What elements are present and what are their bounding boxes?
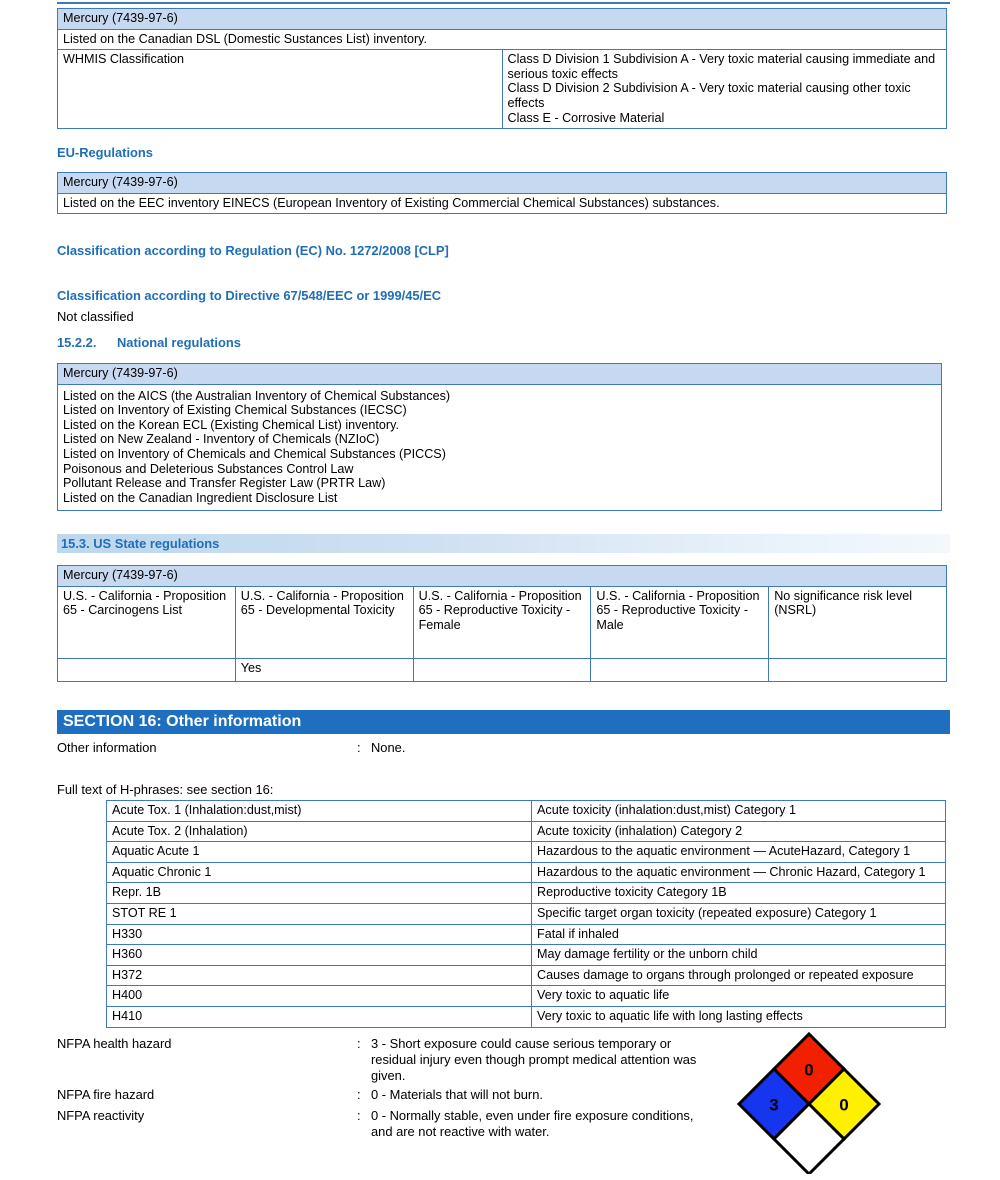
national-regulations-list xyxy=(58,384,942,511)
prop65-value xyxy=(591,658,769,681)
prop65-column-header: No significance risk level (NSRL) xyxy=(769,586,947,658)
prop65-value xyxy=(769,658,947,681)
prop65-value xyxy=(58,658,236,681)
whmis-value: Class D Division 1 Subdivision A - Very toxic material causing immediate and serious toxic effects xyxy=(507,52,936,81)
hphrase-text: Acute toxicity (inhalation:dust,mist) Category 1 xyxy=(532,801,946,822)
table-row xyxy=(58,50,947,129)
directive-classification-value: Not classified xyxy=(57,309,134,324)
prop65-column-header: U.S. - California - Proposition 65 - Carcinogens List xyxy=(58,586,236,658)
prop65-column-header: U.S. - California - Proposition 65 - Reproductive Toxicity - Female xyxy=(413,586,591,658)
prop65-column-header: U.S. - California - Proposition 65 - Developmental Toxicity xyxy=(235,586,413,658)
table-row xyxy=(107,945,946,966)
list-item: Listed on New Zealand - Inventory of Chemicals (NZIoC) xyxy=(63,432,380,447)
us-state-regulations-table xyxy=(57,565,947,682)
hphrase-code: Repr. 1B xyxy=(107,883,532,904)
hphrase-text: Very toxic to aquatic life xyxy=(532,986,946,1007)
table-row xyxy=(58,173,947,194)
nfpa-reactivity-value: 0 - Normally stable, even under fire exposure conditions, and are not reactive with water. xyxy=(371,1108,694,1140)
hphrase-text: Hazardous to the aquatic environment — AcuteHazard, Category 1 xyxy=(532,842,946,863)
list-item: Listed on Inventory of Existing Chemical Substances (IECSC) xyxy=(63,403,407,418)
whmis-value: Class E - Corrosive Material xyxy=(507,110,665,125)
hphrase-code: H330 xyxy=(107,924,532,945)
prop65-column-header: U.S. - California - Proposition 65 - Reproductive Toxicity - Male xyxy=(591,586,769,658)
nfpa-fire-rating: 0 xyxy=(804,1060,814,1080)
table-row xyxy=(58,9,947,30)
other-information-colon: : xyxy=(357,740,361,755)
hphrases-table xyxy=(106,800,946,1028)
hphrase-code: STOT RE 1 xyxy=(107,903,532,924)
nfpa-diamond xyxy=(737,1030,881,1174)
table-row xyxy=(107,1006,946,1027)
nfpa-health-hazard-value: 3 - Short exposure could cause serious temporary or residual injury even though prompt medical attention was given. xyxy=(371,1036,697,1084)
hphrase-text: Causes damage to organs through prolonged or repeated exposure xyxy=(532,965,946,986)
nfpa-reactivity-rating: 0 xyxy=(839,1095,849,1115)
table-row xyxy=(107,965,946,986)
list-item: Listed on the Korean ECL (Existing Chemical List) inventory. xyxy=(63,417,399,432)
table-row xyxy=(58,384,942,511)
hphrase-code: Acute Tox. 2 (Inhalation) xyxy=(107,821,532,842)
substance-header-canada: Mercury (7439-97-6) xyxy=(58,9,947,30)
table-row xyxy=(107,801,946,822)
hphrase-code: H360 xyxy=(107,945,532,966)
hphrase-code: Aquatic Chronic 1 xyxy=(107,862,532,883)
directive-classification-heading: Classification according to Directive 67/548/EEC or 1999/45/EC xyxy=(57,288,442,303)
hphrase-text: Reproductive toxicity Category 1B xyxy=(532,883,946,904)
whmis-value: Class D Division 2 Subdivision A - Very toxic material causing other toxic effects xyxy=(507,81,911,110)
table-row xyxy=(58,364,942,385)
nfpa-fire-hazard-value: 0 - Materials that will not burn. xyxy=(371,1087,543,1102)
hphrase-code: H410 xyxy=(107,1006,532,1027)
hphrase-text: Hazardous to the aquatic environment — Chronic Hazard, Category 1 xyxy=(532,862,946,883)
hphrase-code: H372 xyxy=(107,965,532,986)
page-top-rule xyxy=(57,2,950,4)
canada-dsl-line: Listed on the Canadian DSL (Domestic Sustances List) inventory. xyxy=(58,29,947,50)
table-row xyxy=(107,903,946,924)
substance-header-us-state: Mercury (7439-97-6) xyxy=(58,566,947,587)
table-row xyxy=(107,821,946,842)
hphrase-text: Specific target organ toxicity (repeated exposure) Category 1 xyxy=(532,903,946,924)
clp-classification-heading: Classification according to Regulation (EC) No. 1272/2008 [CLP] xyxy=(57,243,449,258)
whmis-classification-values xyxy=(502,50,947,129)
table-row xyxy=(58,29,947,50)
list-item: Listed on the Canadian Ingredient Disclosure List xyxy=(63,490,338,505)
prop65-value xyxy=(413,658,591,681)
section-16-header: SECTION 16: Other information xyxy=(57,710,950,734)
table-row xyxy=(107,924,946,945)
table-row xyxy=(58,193,947,214)
us-state-regulations-bar: 15.3. US State regulations xyxy=(57,534,950,553)
prop65-value: Yes xyxy=(235,658,413,681)
nfpa-health-hazard-label: NFPA health hazard xyxy=(57,1036,172,1051)
substance-header-eu: Mercury (7439-97-6) xyxy=(58,173,947,194)
national-regulations-title: National regulations xyxy=(117,335,241,350)
nfpa-health-hazard-colon: : xyxy=(357,1036,361,1051)
list-item: Poisonous and Deleterious Substances Control Law xyxy=(63,461,354,476)
eu-einecs-line: Listed on the EEC inventory EINECS (European Inventory of Existing Commercial Chemical Substances) substances. xyxy=(58,193,947,214)
nfpa-fire-hazard-colon: : xyxy=(357,1087,361,1102)
hphrase-code: H400 xyxy=(107,986,532,1007)
hphrase-text: May damage fertility or the unborn child xyxy=(532,945,946,966)
table-row xyxy=(107,986,946,1007)
hphrase-code: Acute Tox. 1 (Inhalation:dust,mist) xyxy=(107,801,532,822)
hphrases-intro: Full text of H-phrases: see section 16: xyxy=(57,782,274,797)
hphrase-text: Acute toxicity (inhalation) Category 2 xyxy=(532,821,946,842)
table-row xyxy=(107,842,946,863)
substance-header-national: Mercury (7439-97-6) xyxy=(58,364,942,385)
hphrase-code: Aquatic Acute 1 xyxy=(107,842,532,863)
nfpa-fire-hazard-label: NFPA fire hazard xyxy=(57,1087,155,1102)
hphrase-text: Fatal if inhaled xyxy=(532,924,946,945)
whmis-classification-label: WHMIS Classification xyxy=(58,50,503,129)
list-item: Listed on Inventory of Chemicals and Chemical Substances (PICCS) xyxy=(63,446,446,461)
list-item: Pollutant Release and Transfer Register Law (PRTR Law) xyxy=(63,476,386,491)
nfpa-health-rating: 3 xyxy=(769,1095,779,1115)
nfpa-reactivity-label: NFPA reactivity xyxy=(57,1108,145,1123)
table-row xyxy=(107,883,946,904)
other-information-label: Other information xyxy=(57,740,157,755)
eu-regulations-heading: EU-Regulations xyxy=(57,145,153,160)
table-row xyxy=(58,586,947,658)
other-information-value: None. xyxy=(371,740,406,755)
nfpa-reactivity-colon: : xyxy=(357,1108,361,1123)
eu-regulations-table xyxy=(57,172,947,214)
table-row xyxy=(58,658,947,681)
hphrase-text: Very toxic to aquatic life with long lasting effects xyxy=(532,1006,946,1027)
national-regulations-number: 15.2.2. xyxy=(57,335,97,350)
national-regulations-table xyxy=(57,363,942,511)
national-regulations-subsection xyxy=(57,335,241,350)
list-item: Listed on the AICS (the Australian Inventory of Chemical Substances) xyxy=(63,388,451,403)
table-row xyxy=(107,862,946,883)
table-row xyxy=(58,566,947,587)
canada-regulations-table xyxy=(57,8,947,129)
